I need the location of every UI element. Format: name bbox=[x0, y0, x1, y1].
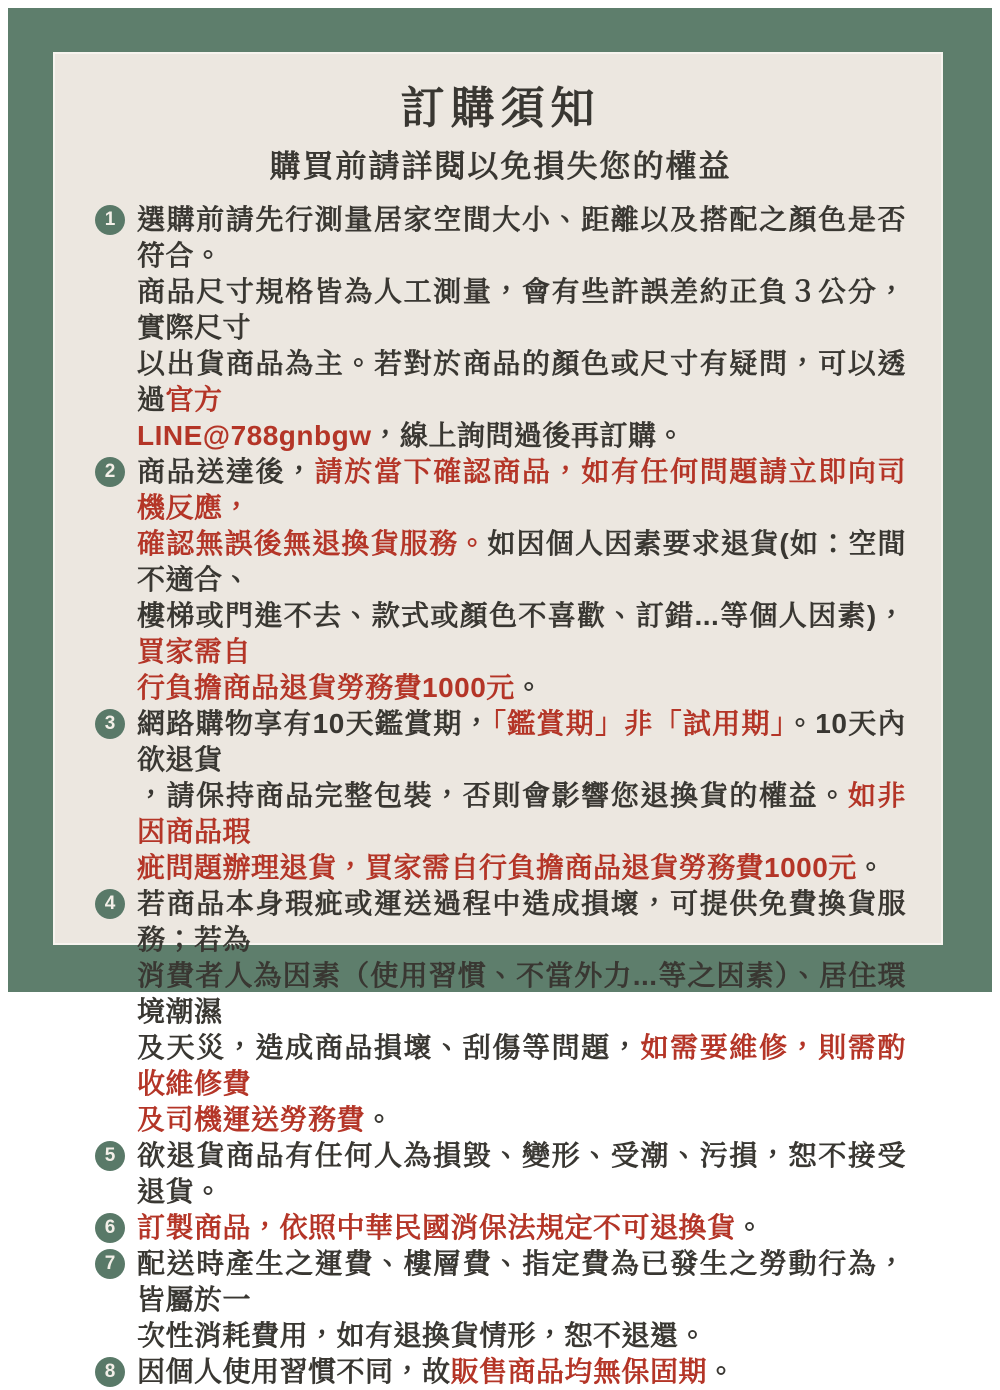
notice-item-6 bbox=[95, 1210, 906, 1246]
body-text: 。 bbox=[365, 1104, 394, 1135]
notice-card bbox=[53, 52, 943, 1387]
item-text bbox=[137, 1354, 906, 1390]
item-number-badge: 7 bbox=[95, 1249, 125, 1279]
item-text bbox=[137, 706, 906, 886]
body-text: 。10天內欲退貨 bbox=[137, 708, 906, 775]
body-text: 。 bbox=[514, 672, 544, 703]
item-text bbox=[137, 454, 906, 706]
body-text: 配送時產生之運費、樓層費、指定費為已發生之勞動行為，皆屬於一 bbox=[137, 1248, 906, 1315]
highlight-text: 及司機運送勞務費 bbox=[137, 1104, 366, 1135]
item-text bbox=[137, 202, 906, 454]
notice-item-4 bbox=[95, 886, 906, 1138]
body-text: 欲退貨商品有任何人為損毀、變形、受潮、污損，恕不接受退貨。 bbox=[137, 1140, 906, 1207]
item-number-badge: 5 bbox=[95, 1141, 125, 1171]
highlight-text: 買家需自 bbox=[137, 636, 252, 667]
item-text bbox=[137, 1246, 906, 1354]
item-number-badge: 4 bbox=[95, 889, 125, 919]
highlight-text: 訂製商品，依照中華民國消保法規定不可退換貨 bbox=[137, 1212, 736, 1243]
body-text: 如因個人因素要求退貨(如：空間不適合、 bbox=[137, 528, 906, 595]
highlight-text: 官方 bbox=[165, 384, 223, 415]
item-number-badge: 2 bbox=[95, 457, 125, 487]
notice-item-7 bbox=[95, 1246, 906, 1354]
body-text: 以出貨商品為主。若對於商品的顏色或尺寸有疑問，可以透過 bbox=[137, 348, 906, 415]
highlight-text: LINE@788gnbgw bbox=[137, 420, 372, 451]
item-number-badge: 1 bbox=[95, 205, 125, 235]
notice-list bbox=[95, 202, 906, 1390]
item-number-badge: 8 bbox=[95, 1357, 125, 1387]
body-text: 。 bbox=[707, 1356, 736, 1387]
body-text: 。 bbox=[856, 852, 886, 883]
body-text: ，線上詢問過後再訂購。 bbox=[371, 420, 686, 451]
green-frame bbox=[8, 8, 992, 1387]
body-text: 次性消耗費用，如有退換貨情形，恕不退還。 bbox=[137, 1320, 708, 1351]
body-text: 選購前請先行測量居家空間大小、距離以及搭配之顏色是否符合。 bbox=[137, 204, 906, 271]
item-number-badge: 6 bbox=[95, 1213, 125, 1243]
page-title: 訂購須知 bbox=[400, 84, 601, 133]
body-text: 消費者人為因素（使用習慣、不當外力...等之因素）、居住環境潮濕 bbox=[137, 960, 906, 1027]
highlight-text: 如需要維修，則需酌收維修費 bbox=[137, 1032, 906, 1099]
highlight-text: 販售商品均無保固期 bbox=[450, 1356, 708, 1387]
body-text: 商品尺寸規格皆為人工測量，會有些許誤差約正負３公分，實際尺寸 bbox=[137, 276, 906, 343]
item-text bbox=[137, 886, 906, 1138]
highlight-text: 請於當下確認商品，如有任何問題請立即向司機反應， bbox=[137, 456, 906, 523]
item-number-badge: 3 bbox=[95, 709, 125, 739]
notice-item-1 bbox=[95, 202, 906, 454]
highlight-text: 「鑑賞期」非「試用期」 bbox=[491, 708, 787, 739]
notice-item-3 bbox=[95, 706, 906, 886]
body-text: 商品送達後， bbox=[137, 456, 315, 487]
notice-item-8 bbox=[95, 1354, 906, 1390]
notice-item-2 bbox=[95, 454, 906, 706]
page-subtitle: 購買前請詳閱以免損失您的權益 bbox=[269, 149, 732, 184]
body-text: 及天災，造成商品損壞、刮傷等問題， bbox=[137, 1032, 641, 1063]
body-text: 若商品本身瑕疵或運送過程中造成損壞，可提供免費換貨服務；若為 bbox=[137, 888, 906, 955]
body-text: 。 bbox=[735, 1212, 765, 1243]
body-text: 網路購物享有10天鑑賞期， bbox=[137, 708, 492, 739]
body-text: 樓梯或門進不去、款式或顏色不喜歡、訂錯...等個人因素)， bbox=[137, 600, 906, 631]
highlight-text: 疵問題辦理退貨，買家需自行負擔商品退貨勞務費1000元 bbox=[137, 852, 857, 883]
highlight-text: 行負擔商品退貨勞務費1000元 bbox=[137, 672, 515, 703]
item-text bbox=[137, 1138, 906, 1210]
body-text: 因個人使用習慣不同，故 bbox=[137, 1356, 451, 1387]
highlight-text: 如非因商品瑕 bbox=[137, 780, 906, 847]
item-text bbox=[137, 1210, 906, 1246]
body-text: ，請保持商品完整包裝，否則會影響您退換貨的權益。 bbox=[137, 780, 848, 811]
highlight-text: 確認無誤後無退換貨服務。 bbox=[137, 528, 488, 559]
notice-item-5 bbox=[95, 1138, 906, 1210]
